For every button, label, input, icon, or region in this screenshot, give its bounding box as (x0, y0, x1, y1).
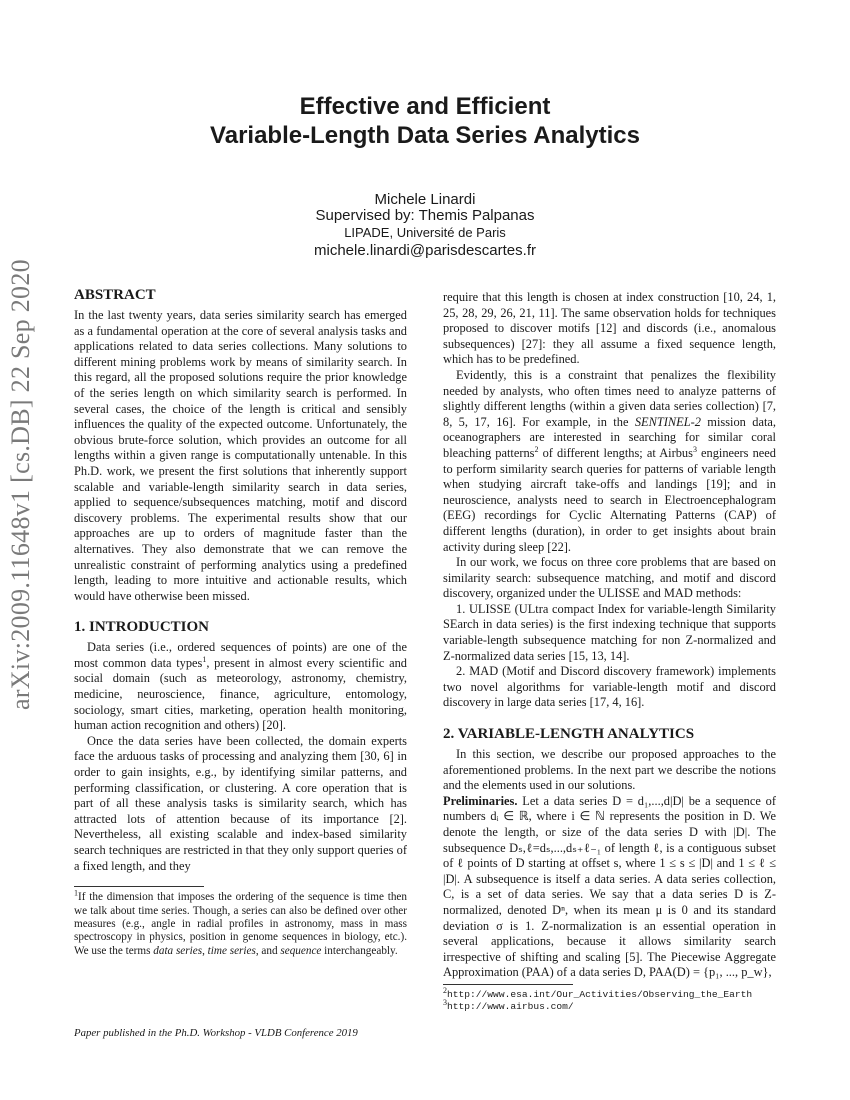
right-column (443, 290, 776, 1013)
author-name: Michele Linardi (374, 191, 476, 208)
introduction-heading: 1. INTRODUCTION (74, 619, 210, 636)
title-line-1: Effective and Efficient (299, 93, 551, 120)
author-email[interactable]: michele.linardi@parisdescartes.fr (314, 242, 536, 259)
footnote-1: $^1$If the dimension that imposes the ordering of the sequence is time then we talk about time series. Though, a series can also be defined over other measures (e.g., angle in radial profiles in astronomy, mass in mass spectroscopy in physics, position in genome sequences in biology, etc.). We use the terms data series, time series, and sequence interchangeably. (74, 888, 407, 957)
footnote-ref-2[interactable]: 2 (534, 444, 539, 454)
footnote-3: $^3$http://www.airbus.com/ (443, 997, 574, 1012)
footnote-divider-right (443, 984, 573, 985)
preliminaries-paragraph: Preliminaries. Let a data series D = d₁,...,d|D| be a sequence of numbers dᵢ ∈ ℝ, where i ∈ ℕ represents the position in D. We denote the length, or size of the data series D with |D|. The subsequence Dₛ,ℓ=dₛ,...,dₛ₊ℓ₋₁ of length ℓ, is a contiguous subset of ℓ points of D starting at offset s, where 1 ≤ s ≤ |D| and 1 ≤ ℓ ≤ |D|. A subsequence is itself a data series. A data series collection, C, is a set of data series. We say that a data series D is Z-normalized, denoted Dⁿ, when its mean μ is 0 and its standard deviation σ is 1. Z-normalization is an essential operation in several applications, because it allows similarity search irrespective of shifting and scaling [5]. The Piecewise Aggregate Approximation (PAA) of a data series D, PAA(D) = {p₁, ..., p_w}, (443, 793, 776, 980)
footnote-2-link[interactable]: http://www.esa.int/Our_Activities/Observing_the_Earth (447, 988, 753, 1000)
footer-note: Paper published in the Ph.D. Workshop - VLDB Conference 2019 (74, 1027, 358, 1039)
footnote-ref-1[interactable]: 1 (202, 654, 207, 664)
section-2-intro: In this section, we describe our proposed approaches to the aforementioned problems. In the next part we describe the notions and the elements used in our solutions. (443, 747, 776, 793)
paper-title (0, 92, 850, 150)
continued-paragraph: require that this length is chosen at index construction [10, 24, 1, 25, 28, 29, 26, 21, 11]. The same observation holds for techniques proposed to discover motifs [12] and discords (i.e., anomalous subsequences) [27]: they all assume a fixed sequence length, which has to be predefined. (443, 290, 776, 367)
title-line-2: Variable-Length Data Series Analytics (210, 122, 640, 149)
ulisse-item: 1. ULISSE (ULtra compact Index for variable-length Similarity SEarch in data series) is the first indexing technique that supports variable-length subsequence matching for non Z-normalized and Z-normalized data series [15, 13, 14]. (443, 601, 776, 663)
abstract-heading: ABSTRACT (74, 287, 156, 303)
arxiv-identifier: arXiv:2009.11648v1 [cs.DB] 22 Sep 2020 (6, 259, 35, 710)
left-column (74, 286, 407, 958)
supervisor: Supervised by: Themis Palpanas (315, 207, 535, 224)
section-2-heading: 2. VARIABLE-LENGTH ANALYTICS (443, 726, 695, 743)
our-work-paragraph: In our work, we focus on three core problems that are based on similarity search: subsequence matching, and motif and discord discovery, organized under the ULISSE and MAD methods: (443, 555, 776, 601)
intro-paragraph-2: Once the data series have been collected, the domain experts face the arduous tasks of processing and analyzing them [30, 6] in order to gain insights, e.g., by identifying similar patterns, and performing classification, or clustering. A core operation that is part of all these analysis tasks is similarity search, which has attracted lots of attention because of its importance [2]. Nevertheless, all existing scalable and index-based similarity search techniques are restricted in that they only support queries of a fixed length, and they (74, 733, 407, 873)
abstract-text: In the last twenty years, data series similarity search has emerged as a fundamental operation at the core of several analysis tasks and applications related to data series collections. Many solutions to different mining problems work by means of similarity search. In this regard, all the proposed solutions require the prior knowledge of the series length on which similarity search is performed. In several cases, the choice of the length is critical and sensibly influences the quality of the expected outcome. Unfortunately, the obvious brute-force solution, which provides an outcome for all lengths within a given range is computationally untenable. In this Ph.D. work, we present the first solutions that inherently support scalable and variable-length similarity search in data series, applied to sequence/subsequences matching, motif and discord discovery problems. The experimental results show that our approaches are up to orders of magnitude faster than the alternatives. They also demonstrate that we can remove the unrealistic constraint of performing analytics using a predefined length, leading to more intuitive and actionable results, which would have otherwise been missed. (74, 308, 407, 603)
footnote-3-link[interactable]: http://www.airbus.com/ (447, 1000, 574, 1012)
footnote-2: $^2$http://www.esa.int/Our_Activities/Observing_the_Earth (443, 985, 753, 1000)
author-block (0, 192, 850, 260)
footnote-ref-3[interactable]: 3 (692, 444, 697, 454)
mad-item: 2. MAD (Motif and Discord discovery framework) implements two novel algorithms for variable-length motif and discord discovery in large data series [17, 4, 16]. (443, 664, 776, 710)
affiliation: LIPADE, Université de Paris (344, 225, 506, 240)
intro-paragraph-1: Data series (i.e., ordered sequences of points) are one of the most common data types$^1$, present in almost every scientific and social domain (such as meteorology, astronomy, chemistry, medicine, neuroscience, finance, agriculture, entomology, sociology, smart cities, marketing, operation health monitoring, human action recognition and others) [20]. (74, 640, 407, 733)
evidently-paragraph: Evidently, this is a constraint that penalizes the flexibility needed by analysts, who often times need to analyze patterns of slightly different lengths (within a given data series collection) [7, 8, 5, 17, 16]. For example, in the SENTINEL-2 mission data, oceanographers are interested in searching for similar coral bleaching patterns$^2$ of different lengths; at Airbus$^3$ engineers need to perform similarity search queries for patterns of variable length when studying aircraft take-offs and landings [19]; and in neuroscience, analysts need to search in Electroencephalogram (EEG) recordings for Cyclic Alternating Patterns (CAP) of different lengths (duration), in order to get insights about brain activity during sleep [22]. (443, 367, 776, 554)
footnote-divider (74, 886, 204, 887)
